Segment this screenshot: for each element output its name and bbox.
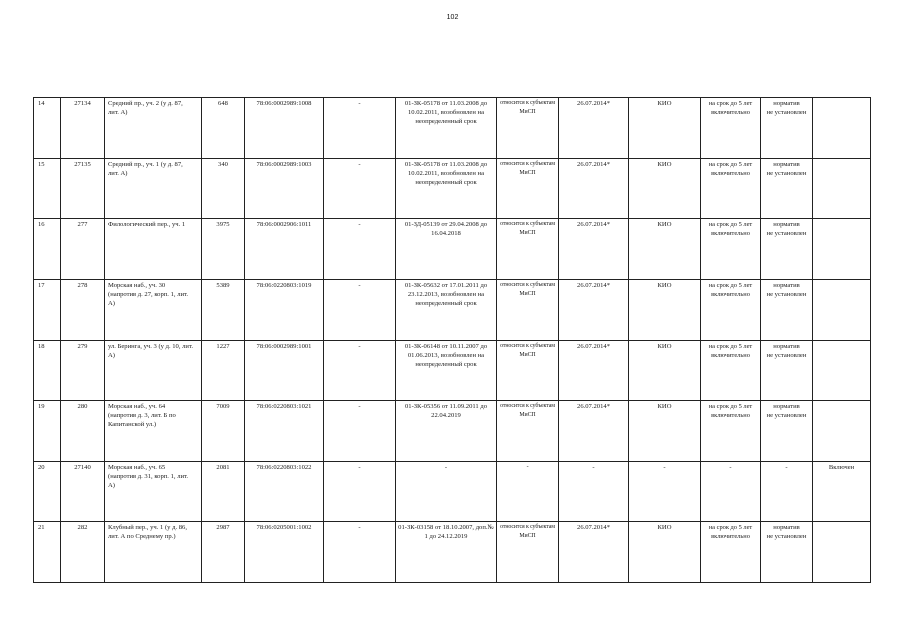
object-code-cell: 277: [61, 219, 105, 280]
standard-cell: норматив не установлен: [761, 522, 813, 583]
contract-cell: 01-ЗК-05632 от 17.01.2011 до 23.12.2013, возобновлен на неопределенный срок: [396, 279, 497, 340]
row-number-cell: 14: [34, 98, 61, 159]
status-cell: относится к субъектам МиСП: [497, 522, 559, 583]
row-number-cell: 16: [34, 219, 61, 280]
column-6-cell: -: [324, 158, 396, 219]
page-number: 102: [446, 14, 459, 21]
table-row: [34, 158, 871, 219]
date-cell: 26.07.2014*: [559, 219, 629, 280]
term-cell: на срок до 5 лет включительно: [701, 401, 761, 462]
date-cell: 26.07.2014*: [559, 158, 629, 219]
note-cell: Включен: [813, 461, 871, 522]
column-6-cell: -: [324, 219, 396, 280]
note-cell: [813, 279, 871, 340]
term-cell: на срок до 5 лет включительно: [701, 158, 761, 219]
address-cell: Средний пр., уч. 2 (у д. 87, лит. А): [105, 98, 202, 159]
note-cell: [813, 158, 871, 219]
cadastral-number-cell: 78:06:0205001:1002: [245, 522, 324, 583]
date-cell: 26.07.2014*: [559, 401, 629, 462]
object-code-cell: 282: [61, 522, 105, 583]
authority-cell: -: [629, 461, 701, 522]
authority-cell: КИО: [629, 219, 701, 280]
term-cell: на срок до 5 лет включительно: [701, 219, 761, 280]
contract-cell: 01-ЗК-06148 от 10.11.2007 до 01.06.2013, возобновлен на неопределенный срок: [396, 340, 497, 401]
authority-cell: КИО: [629, 340, 701, 401]
column-6-cell: -: [324, 401, 396, 462]
term-cell: на срок до 5 лет включительно: [701, 522, 761, 583]
standard-cell: -: [761, 461, 813, 522]
table-row: [34, 98, 871, 159]
term-cell: на срок до 5 лет включительно: [701, 279, 761, 340]
cadastral-number-cell: 78:06:0220803:1021: [245, 401, 324, 462]
object-code-cell: 27140: [61, 461, 105, 522]
register-table-body: [34, 98, 871, 583]
object-code-cell: 278: [61, 279, 105, 340]
row-number-cell: 15: [34, 158, 61, 219]
address-cell: Морская наб., уч. 30 (напротив д. 27, корп. 1, лит. А): [105, 279, 202, 340]
column-6-cell: -: [324, 279, 396, 340]
area-cell: 3975: [202, 219, 245, 280]
row-number-cell: 18: [34, 340, 61, 401]
address-cell: Клубный пер., уч. 1 (у д. 86, лит. А по Среднему пр.): [105, 522, 202, 583]
address-cell: Средний пр., уч. 1 (у д. 87, лит. А): [105, 158, 202, 219]
note-cell: [813, 340, 871, 401]
cadastral-number-cell: 78:06:0002989:1003: [245, 158, 324, 219]
object-code-cell: 27135: [61, 158, 105, 219]
contract-cell: 01-ЗК-05178 от 11.03.2008 до 10.02.2011, возобновлен на неопределенный срок: [396, 98, 497, 159]
date-cell: 26.07.2014*: [559, 522, 629, 583]
standard-cell: норматив не установлен: [761, 279, 813, 340]
status-cell: относится к субъектам МиСП: [497, 340, 559, 401]
table-row: [34, 340, 871, 401]
contract-cell: 01-ЗК-05178 от 11.03.2008 до 10.02.2011, возобновлен на неопределенный срок: [396, 158, 497, 219]
address-cell: ул. Беринга, уч. 3 (у д. 10, лит. А): [105, 340, 202, 401]
term-cell: -: [701, 461, 761, 522]
area-cell: 1227: [202, 340, 245, 401]
object-code-cell: 280: [61, 401, 105, 462]
row-number-cell: 21: [34, 522, 61, 583]
standard-cell: норматив не установлен: [761, 340, 813, 401]
row-number-cell: 20: [34, 461, 61, 522]
note-cell: [813, 219, 871, 280]
term-cell: на срок до 5 лет включительно: [701, 98, 761, 159]
address-cell: Морская наб., уч. 65 (напротив д. 31, корп. 1, лит. А): [105, 461, 202, 522]
status-cell: -: [497, 461, 559, 522]
date-cell: -: [559, 461, 629, 522]
register-table: [33, 97, 871, 583]
address-cell: Филологический пер., уч. 1: [105, 219, 202, 280]
table-row: [34, 401, 871, 462]
table-row: [34, 522, 871, 583]
standard-cell: норматив не установлен: [761, 158, 813, 219]
status-cell: относится к субъектам МиСП: [497, 98, 559, 159]
address-cell: Морская наб., уч. 64 (напротив д. 3, лит. Б по Капитанской ул.): [105, 401, 202, 462]
date-cell: 26.07.2014*: [559, 98, 629, 159]
status-cell: относится к субъектам МиСП: [497, 219, 559, 280]
contract-cell: 01-ЗД-05139 от 29.04.2008 до 16.04.2018: [396, 219, 497, 280]
table-row: [34, 461, 871, 522]
authority-cell: КИО: [629, 98, 701, 159]
row-number-cell: 17: [34, 279, 61, 340]
cadastral-number-cell: 78:06:0220803:1022: [245, 461, 324, 522]
table-row: [34, 219, 871, 280]
area-cell: 648: [202, 98, 245, 159]
cadastral-number-cell: 78:06:0002906:1011: [245, 219, 324, 280]
standard-cell: норматив не установлен: [761, 219, 813, 280]
column-6-cell: -: [324, 98, 396, 159]
area-cell: 340: [202, 158, 245, 219]
area-cell: 7009: [202, 401, 245, 462]
column-6-cell: -: [324, 461, 396, 522]
contract-cell: 01-ЗК-05356 от 11.09.2011 до 22.04.2019: [396, 401, 497, 462]
contract-cell: 01-ЗК-03158 от 18.10.2007, доп.№ 1 до 24.12.2019: [396, 522, 497, 583]
cadastral-number-cell: 78:06:0220803:1019: [245, 279, 324, 340]
status-cell: относится к субъектам МиСП: [497, 158, 559, 219]
column-6-cell: -: [324, 340, 396, 401]
area-cell: 5389: [202, 279, 245, 340]
note-cell: [813, 522, 871, 583]
date-cell: 26.07.2014*: [559, 340, 629, 401]
area-cell: 2987: [202, 522, 245, 583]
authority-cell: КИО: [629, 279, 701, 340]
area-cell: 2081: [202, 461, 245, 522]
row-number-cell: 19: [34, 401, 61, 462]
status-cell: относится к субъектам МиСП: [497, 401, 559, 462]
standard-cell: норматив не установлен: [761, 98, 813, 159]
authority-cell: КИО: [629, 522, 701, 583]
note-cell: [813, 98, 871, 159]
status-cell: относится к субъектам МиСП: [497, 279, 559, 340]
object-code-cell: 279: [61, 340, 105, 401]
cadastral-number-cell: 78:06:0002989:1001: [245, 340, 324, 401]
date-cell: 26.07.2014*: [559, 279, 629, 340]
authority-cell: КИО: [629, 158, 701, 219]
standard-cell: норматив не установлен: [761, 401, 813, 462]
table-row: [34, 279, 871, 340]
object-code-cell: 27134: [61, 98, 105, 159]
term-cell: на срок до 5 лет включительно: [701, 340, 761, 401]
note-cell: [813, 401, 871, 462]
contract-cell: -: [396, 461, 497, 522]
cadastral-number-cell: 78:06:0002989:1008: [245, 98, 324, 159]
column-6-cell: -: [324, 522, 396, 583]
authority-cell: КИО: [629, 401, 701, 462]
